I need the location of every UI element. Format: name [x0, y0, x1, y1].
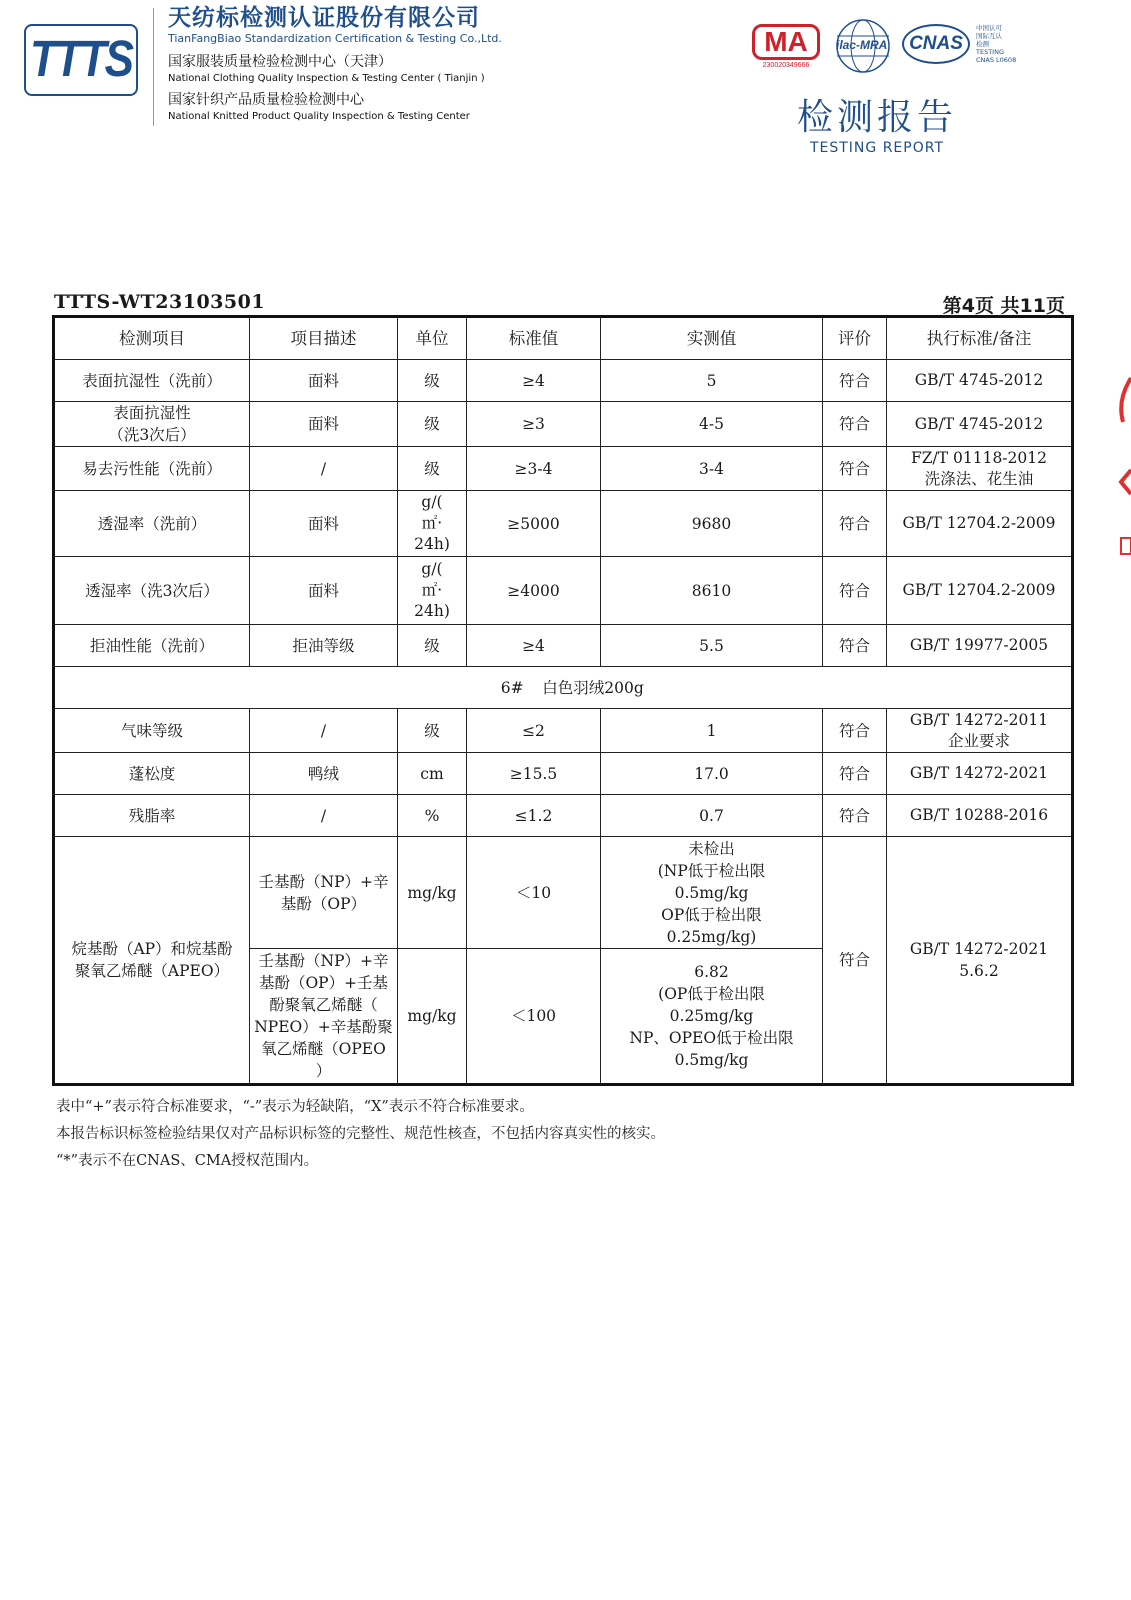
results-table: [52, 315, 1074, 1086]
sample-number: 6#: [500, 678, 524, 697]
cell-unit: cm: [398, 753, 467, 795]
report-number: TTTS-WT23103501: [54, 291, 266, 313]
cell-desc: 壬基酚（NP）+辛 基酚（OP）: [250, 837, 398, 949]
cell-method: GB/T 14272-2011 企业要求: [887, 709, 1073, 753]
table-row: [54, 837, 1073, 949]
cell-item: 易去污性能（洗前）: [54, 447, 250, 491]
cma-number: 230020349666: [762, 62, 810, 69]
header-item: 检测项目: [54, 317, 250, 360]
cnas-side-line: CNAS L0608: [976, 56, 1017, 64]
header-standard: 标准值: [467, 317, 601, 360]
report-title-cn: 检测报告: [796, 97, 957, 138]
table-row: [54, 709, 1073, 753]
center2-en: National Knitted Product Quality Inspection & Testing Center: [168, 111, 470, 122]
cell-measured: 17.0: [601, 753, 823, 795]
cell-standard: ≥4: [467, 625, 601, 667]
cell-unit: g/( ㎡· 24h): [398, 491, 467, 557]
cell-measured: 6.82 (OP低于检出限 0.25mg/kg NP、OPEO低于检出限 0.5mg/kg: [601, 949, 823, 1085]
cell-measured: 1: [601, 709, 823, 753]
note-line: 本报告标识标签检验结果仅对产品标识标签的完整性、规范性核查，不包括内容真实性的核实。: [56, 1126, 665, 1142]
cell-eval: 符合: [823, 837, 887, 1085]
cell-eval: 符合: [823, 795, 887, 837]
cell-standard: ＜100: [467, 949, 601, 1085]
table-row: [54, 402, 1073, 447]
cell-measured: 0.7: [601, 795, 823, 837]
cell-desc: 面料: [250, 360, 398, 402]
page-info: 第4页 共11页: [942, 295, 1065, 317]
header-divider: [153, 8, 154, 126]
table-row: [54, 795, 1073, 837]
table-row: [54, 557, 1073, 625]
center1-en: National Clothing Quality Inspection & Testing Center ( Tianjin ): [168, 73, 485, 84]
cell-desc: /: [250, 709, 398, 753]
sample-group-row: [54, 667, 1073, 709]
cell-standard: ≤2: [467, 709, 601, 753]
cell-desc: 面料: [250, 491, 398, 557]
table-row: [54, 360, 1073, 402]
cell-item: 透湿率（洗前）: [54, 491, 250, 557]
header-desc: 项目描述: [250, 317, 398, 360]
table-row: [54, 447, 1073, 491]
note-line: 表中“+”表示符合标准要求，“-”表示为轻缺陷，“X”表示不符合标准要求。: [56, 1099, 534, 1115]
cell-eval: 符合: [823, 557, 887, 625]
cnas-logo: [902, 24, 1052, 68]
cnas-side-line: 检测: [976, 40, 989, 48]
cell-unit: g/( ㎡· 24h): [398, 557, 467, 625]
cell-eval: 符合: [823, 753, 887, 795]
cell-standard: ≥4000: [467, 557, 601, 625]
organization-info: [168, 4, 502, 128]
header-measured: 实测值: [601, 317, 823, 360]
company-logo: [24, 24, 138, 96]
cell-unit: mg/kg: [398, 837, 467, 949]
cell-eval: 符合: [823, 491, 887, 557]
cell-desc: 壬基酚（NP）+辛 基酚（OP）+壬基 酚聚氧乙烯醚（ NPEO）+辛基酚聚 氧乙烯醚（OPEO ）: [250, 949, 398, 1085]
cell-eval: 符合: [823, 402, 887, 447]
cell-unit: 级: [398, 625, 467, 667]
cell-method: GB/T 12704.2-2009: [887, 557, 1073, 625]
cell-method: GB/T 4745-2012: [887, 402, 1073, 447]
cell-unit: %: [398, 795, 467, 837]
cell-measured: 4-5: [601, 402, 823, 447]
cell-standard: ＜10: [467, 837, 601, 949]
ilac-mark: ilac-MRA: [836, 38, 888, 52]
cell-item: 表面抗湿性（洗前）: [54, 360, 250, 402]
cell-method: GB/T 19977-2005: [887, 625, 1073, 667]
header-eval: 评价: [823, 317, 887, 360]
center1-cn: 国家服装质量检验检测中心（天津）: [168, 54, 392, 70]
cell-desc: 面料: [250, 557, 398, 625]
cell-desc: /: [250, 447, 398, 491]
cell-item: 烷基酚（AP）和烷基酚 聚氧乙烯醚（APEO）: [54, 837, 250, 1085]
cnas-side-line: TESTING: [976, 48, 1004, 56]
cnas-side-text: [976, 24, 1016, 64]
cell-eval: 符合: [823, 709, 887, 753]
org-name-cn: 天纺标检测认证股份有限公司: [168, 5, 480, 31]
cell-desc: 面料: [250, 402, 398, 447]
cell-unit: 级: [398, 402, 467, 447]
cnas-side-line: 中国认可: [976, 24, 1002, 32]
cell-unit: 级: [398, 447, 467, 491]
cell-method: GB/T 12704.2-2009: [887, 491, 1073, 557]
cell-standard: ≥3-4: [467, 447, 601, 491]
cell-measured: 3-4: [601, 447, 823, 491]
cell-measured: 5.5: [601, 625, 823, 667]
cell-item: 拒油性能（洗前）: [54, 625, 250, 667]
cell-item: 蓬松度: [54, 753, 250, 795]
cell-item: 表面抗湿性 （洗3次后）: [54, 402, 250, 447]
cell-measured: 9680: [601, 491, 823, 557]
cell-measured: 5: [601, 360, 823, 402]
cell-standard: ≥3: [467, 402, 601, 447]
cell-method: GB/T 10288-2016: [887, 795, 1073, 837]
cell-desc: 鸭绒: [250, 753, 398, 795]
cell-measured: 未检出 (NP低于检出限 0.5mg/kg OP低于检出限 0.25mg/kg): [601, 837, 823, 949]
sample-group-cell: [54, 667, 1073, 709]
header-unit: 单位: [398, 317, 467, 360]
note-line: “*”表示不在CNAS、CMA授权范围内。: [56, 1153, 319, 1169]
notes: [56, 1094, 665, 1175]
sample-name: 白色羽绒200g: [542, 678, 644, 697]
report-title-en: TESTING REPORT: [809, 140, 945, 156]
table-row: [54, 491, 1073, 557]
cell-standard: ≤1.2: [467, 795, 601, 837]
cnas-side-line: 国际互认: [976, 32, 1002, 40]
cell-eval: 符合: [823, 447, 887, 491]
ilac-mra-logo: [834, 18, 892, 74]
cell-method: GB/T 14272-2021: [887, 753, 1073, 795]
cnas-mark: CNAS: [902, 24, 970, 64]
cell-unit: 级: [398, 360, 467, 402]
cma-logo: [752, 24, 820, 68]
cell-eval: 符合: [823, 625, 887, 667]
table-header-row: [54, 317, 1073, 360]
cell-unit: mg/kg: [398, 949, 467, 1085]
company-logo-text: TTTS: [30, 31, 132, 88]
seal-stamp-fragment: [1113, 370, 1131, 570]
org-name-en: TianFangBiao Standardization Certification & Testing Co.,Ltd.: [168, 32, 502, 45]
cell-unit: 级: [398, 709, 467, 753]
cell-item: 气味等级: [54, 709, 250, 753]
cell-item: 残脂率: [54, 795, 250, 837]
center2-cn: 国家针织产品质量检验检测中心: [168, 92, 364, 108]
table-row: [54, 753, 1073, 795]
cell-method: GB/T 4745-2012: [887, 360, 1073, 402]
cell-item: 透湿率（洗3次后）: [54, 557, 250, 625]
cell-method: FZ/T 01118-2012 洗涤法、花生油: [887, 447, 1073, 491]
cma-mark: MA: [752, 24, 820, 60]
report-title: [792, 96, 962, 156]
header-method: 执行标准/备注: [887, 317, 1073, 360]
cell-standard: ≥15.5: [467, 753, 601, 795]
certification-logos: [752, 18, 1052, 74]
cell-desc: 拒油等级: [250, 625, 398, 667]
table-row: [54, 625, 1073, 667]
cell-desc: /: [250, 795, 398, 837]
cell-method: GB/T 14272-2021 5.6.2: [887, 837, 1073, 1085]
cell-standard: ≥4: [467, 360, 601, 402]
cell-eval: 符合: [823, 360, 887, 402]
cell-measured: 8610: [601, 557, 823, 625]
cell-standard: ≥5000: [467, 491, 601, 557]
